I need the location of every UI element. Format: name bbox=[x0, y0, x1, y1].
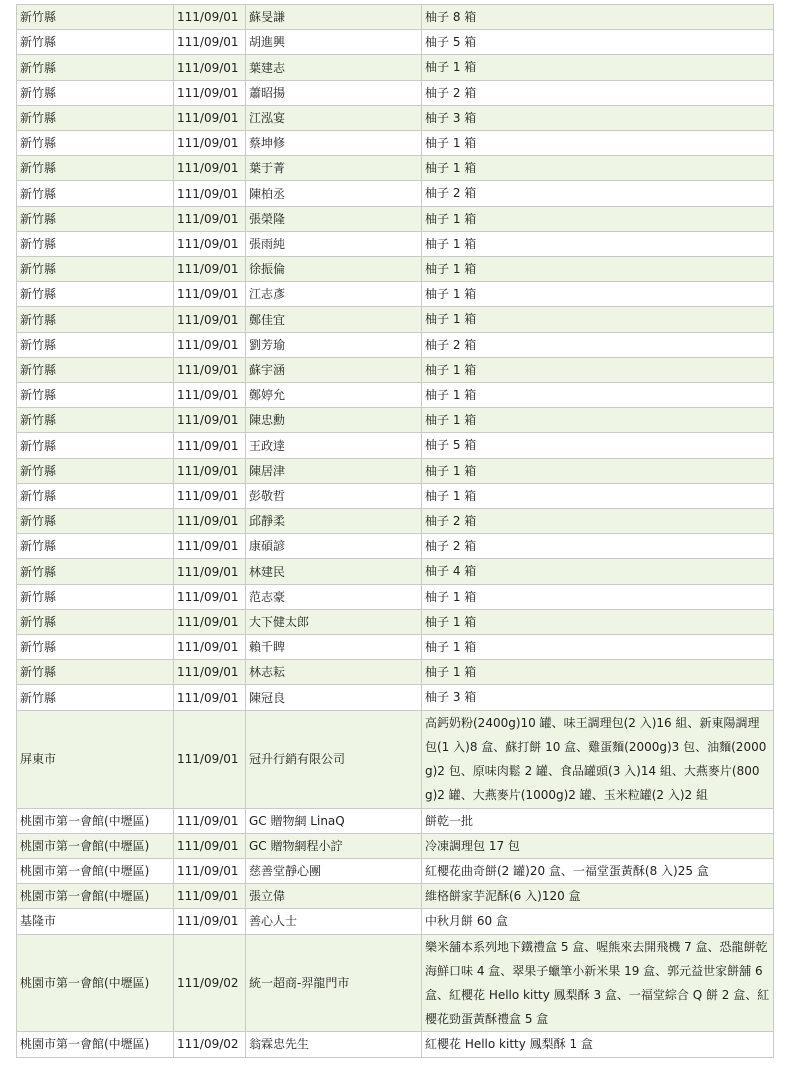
donor-cell: 范志豪 bbox=[246, 584, 422, 609]
donor-cell: 徐振倫 bbox=[246, 257, 422, 282]
items-cell: 柚子 1 箱 bbox=[422, 584, 774, 609]
donor-cell: 翁霖忠先生 bbox=[246, 1032, 422, 1057]
date-cell: 111/09/01 bbox=[174, 408, 246, 433]
table-row bbox=[17, 257, 774, 282]
items-cell: 柚子 4 箱 bbox=[422, 559, 774, 584]
region-cell: 新竹縣 bbox=[17, 357, 174, 382]
donor-cell: 陳柏丞 bbox=[246, 181, 422, 206]
region-cell: 基隆市 bbox=[17, 909, 174, 934]
table-row bbox=[17, 383, 774, 408]
region-cell: 新竹縣 bbox=[17, 332, 174, 357]
date-cell: 111/09/01 bbox=[174, 131, 246, 156]
table-row bbox=[17, 1032, 774, 1057]
items-cell: 柚子 1 箱 bbox=[422, 131, 774, 156]
date-cell: 111/09/01 bbox=[174, 483, 246, 508]
items-cell: 柚子 5 箱 bbox=[422, 433, 774, 458]
donor-cell: 葉建志 bbox=[246, 55, 422, 80]
table-row bbox=[17, 105, 774, 130]
region-cell: 新竹縣 bbox=[17, 433, 174, 458]
region-cell: 新竹縣 bbox=[17, 458, 174, 483]
items-cell: 柚子 2 箱 bbox=[422, 80, 774, 105]
date-cell: 111/09/01 bbox=[174, 156, 246, 181]
date-cell: 111/09/01 bbox=[174, 181, 246, 206]
items-cell: 柚子 1 箱 bbox=[422, 609, 774, 634]
table-row bbox=[17, 231, 774, 256]
region-cell: 桃園市第一會館(中壢區) bbox=[17, 833, 174, 858]
table-row bbox=[17, 808, 774, 833]
date-cell: 111/09/01 bbox=[174, 909, 246, 934]
date-cell: 111/09/01 bbox=[174, 609, 246, 634]
table-row bbox=[17, 483, 774, 508]
donor-cell: GC 贈物網 LinaQ bbox=[246, 808, 422, 833]
region-cell: 新竹縣 bbox=[17, 257, 174, 282]
region-cell: 新竹縣 bbox=[17, 282, 174, 307]
donor-cell: 蕭昭揚 bbox=[246, 80, 422, 105]
table-row bbox=[17, 884, 774, 909]
table-row bbox=[17, 934, 774, 1032]
region-cell: 桃園市第一會館(中壢區) bbox=[17, 1032, 174, 1057]
donor-cell: 冠升行銷有限公司 bbox=[246, 710, 422, 808]
items-cell: 柚子 1 箱 bbox=[422, 660, 774, 685]
date-cell: 111/09/01 bbox=[174, 635, 246, 660]
table-row bbox=[17, 559, 774, 584]
donor-cell: 張榮隆 bbox=[246, 206, 422, 231]
donor-cell: 彭敬哲 bbox=[246, 483, 422, 508]
table-row bbox=[17, 332, 774, 357]
items-cell: 高鈣奶粉(2400g)10 罐、味王調理包(2 入)16 組、新東陽調理包(1 入)8 盒、蘇打餅 10 盒、雞蛋麵(2000g)3 包、油麵(2000g)2 包、原味肉鬆 2 罐、食品罐頭(3 入)14 組、大燕麥片(800g)2 罐、大燕麥片(1000g)2 罐、玉米粒罐(2 入)2 組 bbox=[422, 710, 774, 808]
table-row bbox=[17, 635, 774, 660]
date-cell: 111/09/01 bbox=[174, 660, 246, 685]
donation-table bbox=[16, 4, 774, 1058]
items-cell: 柚子 1 箱 bbox=[422, 156, 774, 181]
table-row bbox=[17, 584, 774, 609]
items-cell: 柚子 1 箱 bbox=[422, 231, 774, 256]
table-row bbox=[17, 80, 774, 105]
items-cell: 柚子 3 箱 bbox=[422, 105, 774, 130]
date-cell: 111/09/01 bbox=[174, 357, 246, 382]
items-cell: 餅乾一批 bbox=[422, 808, 774, 833]
donor-cell: 林建民 bbox=[246, 559, 422, 584]
date-cell: 111/09/01 bbox=[174, 80, 246, 105]
region-cell: 新竹縣 bbox=[17, 660, 174, 685]
date-cell: 111/09/02 bbox=[174, 1032, 246, 1057]
region-cell: 屏東市 bbox=[17, 710, 174, 808]
table-row bbox=[17, 609, 774, 634]
date-cell: 111/09/01 bbox=[174, 808, 246, 833]
date-cell: 111/09/01 bbox=[174, 231, 246, 256]
table-row bbox=[17, 282, 774, 307]
items-cell: 樂米舖本系列地下鐵禮盒 5 盒、喔熊來去開飛機 7 盒、恐龍餅乾海鮮口味 4 盒、翠果子蠟筆小新米果 19 盒、郭元益世家餅舖 6 盒、紅櫻花 Hello kitty 鳳梨酥 3 盒、一福堂綜合 Q 餅 2 盒、紅櫻花勁蛋黃酥禮盒 5 盒 bbox=[422, 934, 774, 1032]
region-cell: 新竹縣 bbox=[17, 584, 174, 609]
donation-table-body bbox=[17, 5, 774, 1058]
donor-cell: 江泓宴 bbox=[246, 105, 422, 130]
donor-cell: 大下健太郎 bbox=[246, 609, 422, 634]
date-cell: 111/09/01 bbox=[174, 509, 246, 534]
donor-cell: 蘇旻謙 bbox=[246, 5, 422, 30]
region-cell: 新竹縣 bbox=[17, 131, 174, 156]
items-cell: 柚子 3 箱 bbox=[422, 685, 774, 710]
table-row bbox=[17, 710, 774, 808]
items-cell: 柚子 1 箱 bbox=[422, 357, 774, 382]
items-cell: 柚子 2 箱 bbox=[422, 332, 774, 357]
donor-cell: 鄭婷允 bbox=[246, 383, 422, 408]
donor-cell: GC 贈物網程小詝 bbox=[246, 833, 422, 858]
region-cell: 新竹縣 bbox=[17, 307, 174, 332]
region-cell: 新竹縣 bbox=[17, 609, 174, 634]
donor-cell: 劉芳瑜 bbox=[246, 332, 422, 357]
donor-cell: 陳居津 bbox=[246, 458, 422, 483]
table-row bbox=[17, 458, 774, 483]
date-cell: 111/09/01 bbox=[174, 105, 246, 130]
items-cell: 紅櫻花 Hello kitty 鳳梨酥 1 盒 bbox=[422, 1032, 774, 1057]
region-cell: 新竹縣 bbox=[17, 206, 174, 231]
items-cell: 紅櫻花曲奇餅(2 罐)20 盒、一福堂蛋黃酥(8 入)25 盒 bbox=[422, 858, 774, 883]
items-cell: 冷凍調理包 17 包 bbox=[422, 833, 774, 858]
items-cell: 柚子 1 箱 bbox=[422, 483, 774, 508]
region-cell: 新竹縣 bbox=[17, 483, 174, 508]
items-cell: 柚子 2 箱 bbox=[422, 181, 774, 206]
region-cell: 新竹縣 bbox=[17, 559, 174, 584]
table-row bbox=[17, 30, 774, 55]
table-row bbox=[17, 858, 774, 883]
donor-cell: 統一超商-羿龍門市 bbox=[246, 934, 422, 1032]
donor-cell: 賴千睥 bbox=[246, 635, 422, 660]
date-cell: 111/09/01 bbox=[174, 685, 246, 710]
region-cell: 桃園市第一會館(中壢區) bbox=[17, 934, 174, 1032]
table-row bbox=[17, 833, 774, 858]
items-cell: 柚子 2 箱 bbox=[422, 509, 774, 534]
donor-cell: 林志耘 bbox=[246, 660, 422, 685]
date-cell: 111/09/01 bbox=[174, 833, 246, 858]
date-cell: 111/09/01 bbox=[174, 534, 246, 559]
region-cell: 新竹縣 bbox=[17, 30, 174, 55]
donor-cell: 陳忠勳 bbox=[246, 408, 422, 433]
items-cell: 柚子 1 箱 bbox=[422, 282, 774, 307]
region-cell: 新竹縣 bbox=[17, 635, 174, 660]
date-cell: 111/09/01 bbox=[174, 559, 246, 584]
items-cell: 柚子 1 箱 bbox=[422, 257, 774, 282]
items-cell: 中秋月餅 60 盒 bbox=[422, 909, 774, 934]
donor-cell: 蔡坤修 bbox=[246, 131, 422, 156]
region-cell: 新竹縣 bbox=[17, 685, 174, 710]
date-cell: 111/09/01 bbox=[174, 307, 246, 332]
donor-cell: 張立偉 bbox=[246, 884, 422, 909]
items-cell: 柚子 1 箱 bbox=[422, 206, 774, 231]
items-cell: 柚子 2 箱 bbox=[422, 534, 774, 559]
items-cell: 柚子 1 箱 bbox=[422, 307, 774, 332]
items-cell: 柚子 1 箱 bbox=[422, 635, 774, 660]
region-cell: 新竹縣 bbox=[17, 80, 174, 105]
donor-cell: 江志彥 bbox=[246, 282, 422, 307]
region-cell: 新竹縣 bbox=[17, 534, 174, 559]
date-cell: 111/09/01 bbox=[174, 884, 246, 909]
region-cell: 新竹縣 bbox=[17, 156, 174, 181]
donor-cell: 善心人士 bbox=[246, 909, 422, 934]
table-row bbox=[17, 660, 774, 685]
items-cell: 柚子 5 箱 bbox=[422, 30, 774, 55]
date-cell: 111/09/01 bbox=[174, 710, 246, 808]
region-cell: 桃園市第一會館(中壢區) bbox=[17, 858, 174, 883]
donor-cell: 王政達 bbox=[246, 433, 422, 458]
table-row bbox=[17, 206, 774, 231]
region-cell: 桃園市第一會館(中壢區) bbox=[17, 884, 174, 909]
table-row bbox=[17, 534, 774, 559]
items-cell: 柚子 1 箱 bbox=[422, 55, 774, 80]
table-row bbox=[17, 156, 774, 181]
region-cell: 新竹縣 bbox=[17, 105, 174, 130]
items-cell: 柚子 1 箱 bbox=[422, 458, 774, 483]
table-row bbox=[17, 509, 774, 534]
date-cell: 111/09/02 bbox=[174, 934, 246, 1032]
region-cell: 桃園市第一會館(中壢區) bbox=[17, 808, 174, 833]
table-row bbox=[17, 307, 774, 332]
date-cell: 111/09/01 bbox=[174, 5, 246, 30]
date-cell: 111/09/01 bbox=[174, 858, 246, 883]
region-cell: 新竹縣 bbox=[17, 231, 174, 256]
table-row bbox=[17, 5, 774, 30]
items-cell: 柚子 1 箱 bbox=[422, 383, 774, 408]
donor-cell: 邱靜柔 bbox=[246, 509, 422, 534]
donor-cell: 慈善堂靜心團 bbox=[246, 858, 422, 883]
table-row bbox=[17, 685, 774, 710]
region-cell: 新竹縣 bbox=[17, 55, 174, 80]
donor-cell: 陳冠良 bbox=[246, 685, 422, 710]
date-cell: 111/09/01 bbox=[174, 458, 246, 483]
donor-cell: 葉于菁 bbox=[246, 156, 422, 181]
donor-cell: 康碩諺 bbox=[246, 534, 422, 559]
donor-cell: 張雨純 bbox=[246, 231, 422, 256]
items-cell: 柚子 1 箱 bbox=[422, 408, 774, 433]
date-cell: 111/09/01 bbox=[174, 30, 246, 55]
table-row bbox=[17, 408, 774, 433]
items-cell: 維格餅家芋泥酥(6 入)120 盒 bbox=[422, 884, 774, 909]
items-cell: 柚子 8 箱 bbox=[422, 5, 774, 30]
region-cell: 新竹縣 bbox=[17, 5, 174, 30]
table-row bbox=[17, 357, 774, 382]
table-row bbox=[17, 909, 774, 934]
region-cell: 新竹縣 bbox=[17, 181, 174, 206]
table-row bbox=[17, 131, 774, 156]
donor-cell: 蘇宇涵 bbox=[246, 357, 422, 382]
date-cell: 111/09/01 bbox=[174, 257, 246, 282]
region-cell: 新竹縣 bbox=[17, 408, 174, 433]
date-cell: 111/09/01 bbox=[174, 383, 246, 408]
date-cell: 111/09/01 bbox=[174, 282, 246, 307]
table-row bbox=[17, 181, 774, 206]
date-cell: 111/09/01 bbox=[174, 584, 246, 609]
donor-cell: 胡進興 bbox=[246, 30, 422, 55]
donor-cell: 鄭佳宜 bbox=[246, 307, 422, 332]
table-row bbox=[17, 55, 774, 80]
date-cell: 111/09/01 bbox=[174, 55, 246, 80]
date-cell: 111/09/01 bbox=[174, 433, 246, 458]
region-cell: 新竹縣 bbox=[17, 509, 174, 534]
date-cell: 111/09/01 bbox=[174, 206, 246, 231]
region-cell: 新竹縣 bbox=[17, 383, 174, 408]
table-row bbox=[17, 433, 774, 458]
date-cell: 111/09/01 bbox=[174, 332, 246, 357]
